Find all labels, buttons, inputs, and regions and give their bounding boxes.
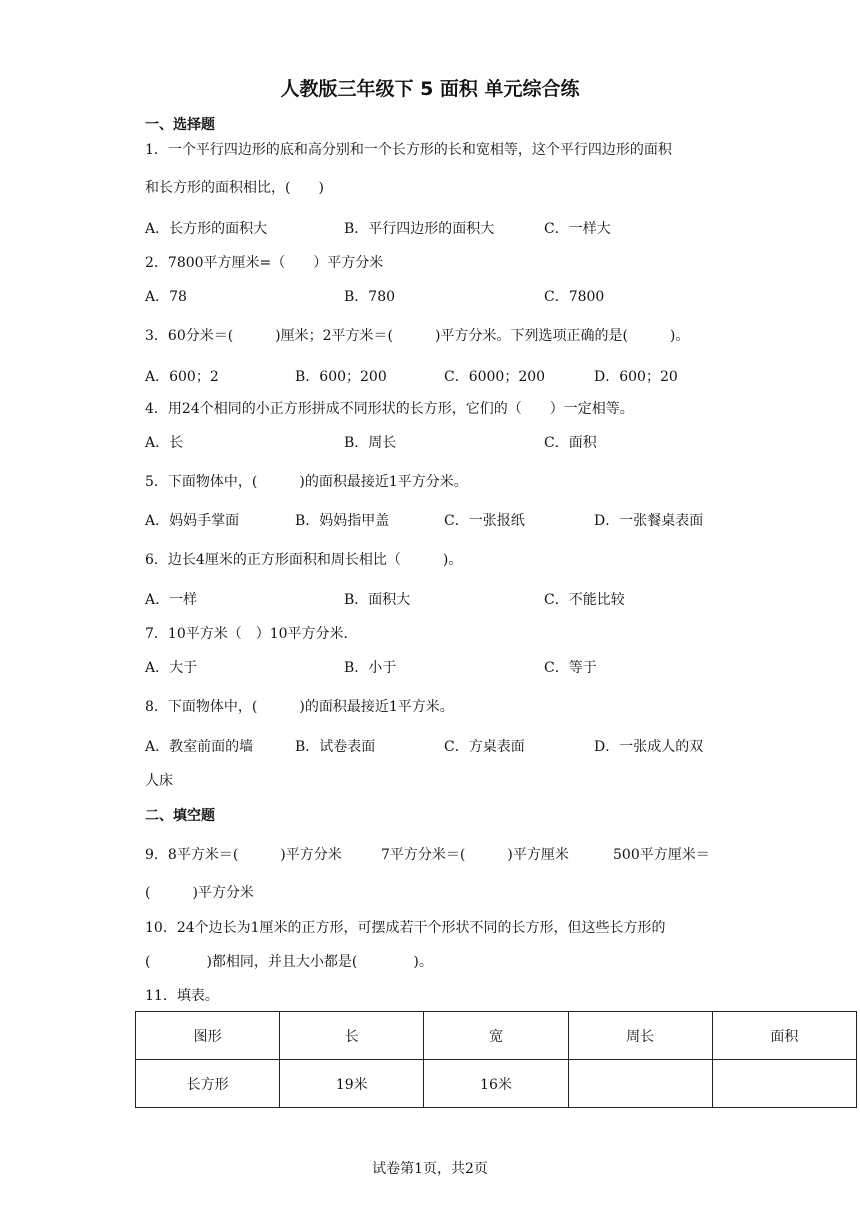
question-4-text: 4．用24个相同的小正方形拼成不同形状的长方形，它们的（ ）一定相等。 — [145, 401, 634, 417]
question-9-text-cont: ( )平方分米 — [145, 885, 254, 901]
question-4-option-b: B．周长 — [344, 435, 397, 451]
question-4-option-a: A．长 — [145, 435, 184, 451]
page-footer: 试卷第1页，共2页 — [372, 1161, 488, 1177]
question-5-option-c: C．一张报纸 — [444, 513, 525, 529]
question-7-option-b: B．小于 — [344, 660, 397, 676]
question-8-option-d: D．一张成人的双 — [594, 739, 704, 755]
table-header-cell: 面积 — [712, 1012, 856, 1060]
question-2-option-a: A．78 — [145, 289, 187, 305]
question-11-text: 11．填表。 — [145, 988, 219, 1004]
question-9-part-2: 7平方分米＝( )平方厘米 — [381, 847, 569, 863]
question-8-option-c: C．方桌表面 — [444, 739, 525, 755]
table-header-cell: 宽 — [424, 1012, 568, 1060]
section-heading-choice: 一、选择题 — [145, 117, 215, 133]
question-2-option-b: B．780 — [344, 289, 396, 305]
question-8-text: 8．下面物体中，( )的面积最接近1平方米。 — [145, 699, 454, 715]
question-5-option-d: D．一张餐桌表面 — [594, 513, 704, 529]
question-5-option-b: B．妈妈指甲盖 — [295, 513, 390, 529]
question-6-option-b: B．面积大 — [344, 592, 411, 608]
question-1-text-cont: 和长方形的面积相比，( ) — [145, 180, 324, 196]
table-header-cell: 周长 — [568, 1012, 712, 1060]
table-header-row — [136, 1012, 857, 1060]
page-title: 人教版三年级下 5 面积 单元综合练 — [280, 78, 580, 100]
question-8-option-d-wrap: 人床 — [145, 773, 173, 789]
question-7-text: 7．10平方米（ ）10平方分米． — [145, 626, 358, 642]
question-6-text: 6．边长4厘米的正方形面积和周长相比（ )。 — [145, 552, 463, 568]
question-6-option-c: C．不能比较 — [544, 592, 625, 608]
question-3-text: 3．60分米＝( )厘米；2平方米＝( )平方分米。下列选项正确的是( )。 — [145, 328, 690, 344]
table-cell: 19米 — [280, 1060, 424, 1108]
question-4-option-c: C．面积 — [544, 435, 597, 451]
question-7-option-a: A．大于 — [145, 660, 198, 676]
question-2-option-c: C．7800 — [544, 289, 605, 305]
question-5-text: 5．下面物体中，( )的面积最接近1平方分米。 — [145, 474, 468, 490]
question-9-part-3: 500平方厘米＝ — [613, 847, 710, 863]
question-6-option-a: A．一样 — [145, 592, 198, 608]
question-1-text: 1．一个平行四边形的底和高分别和一个长方形的长和宽相等，这个平行四边形的面积 — [145, 142, 672, 158]
table-row — [136, 1060, 857, 1108]
table-cell: 长方形 — [136, 1060, 280, 1108]
question-5-option-a: A．妈妈手掌面 — [145, 513, 240, 529]
question-1-option-b: B．平行四边形的面积大 — [344, 221, 495, 237]
question-8-option-b: B．试卷表面 — [295, 739, 376, 755]
table-header-cell: 图形 — [136, 1012, 280, 1060]
question-3-option-d: D．600；20 — [594, 369, 678, 385]
question-3-option-b: B．600；200 — [295, 369, 387, 385]
question-10-text: 10．24个边长为1厘米的正方形，可摆成若干个形状不同的长方形，但这些长方形的 — [145, 920, 666, 936]
question-1-option-a: A．长方形的面积大 — [145, 221, 268, 237]
question-3-option-c: C．6000；200 — [444, 369, 546, 385]
answer-cell-area — [712, 1060, 856, 1108]
question-9-part-1: 9．8平方米＝( )平方分米 — [145, 847, 342, 863]
table-header-cell: 长 — [280, 1012, 424, 1060]
table-cell: 16米 — [424, 1060, 568, 1108]
section-heading-fill: 二、填空题 — [145, 808, 215, 824]
question-1-option-c: C．一样大 — [544, 221, 611, 237]
question-7-option-c: C．等于 — [544, 660, 597, 676]
question-8-option-a: A．教室前面的墙 — [145, 739, 254, 755]
question-2-text: 2．7800平方厘米=（ ）平方分米 — [145, 255, 384, 271]
answer-cell-perimeter — [568, 1060, 712, 1108]
fill-in-table — [135, 1011, 857, 1108]
question-3-option-a: A．600；2 — [145, 369, 219, 385]
question-10-text-cont: ( )都相同，并且大小都是( )。 — [145, 954, 433, 970]
